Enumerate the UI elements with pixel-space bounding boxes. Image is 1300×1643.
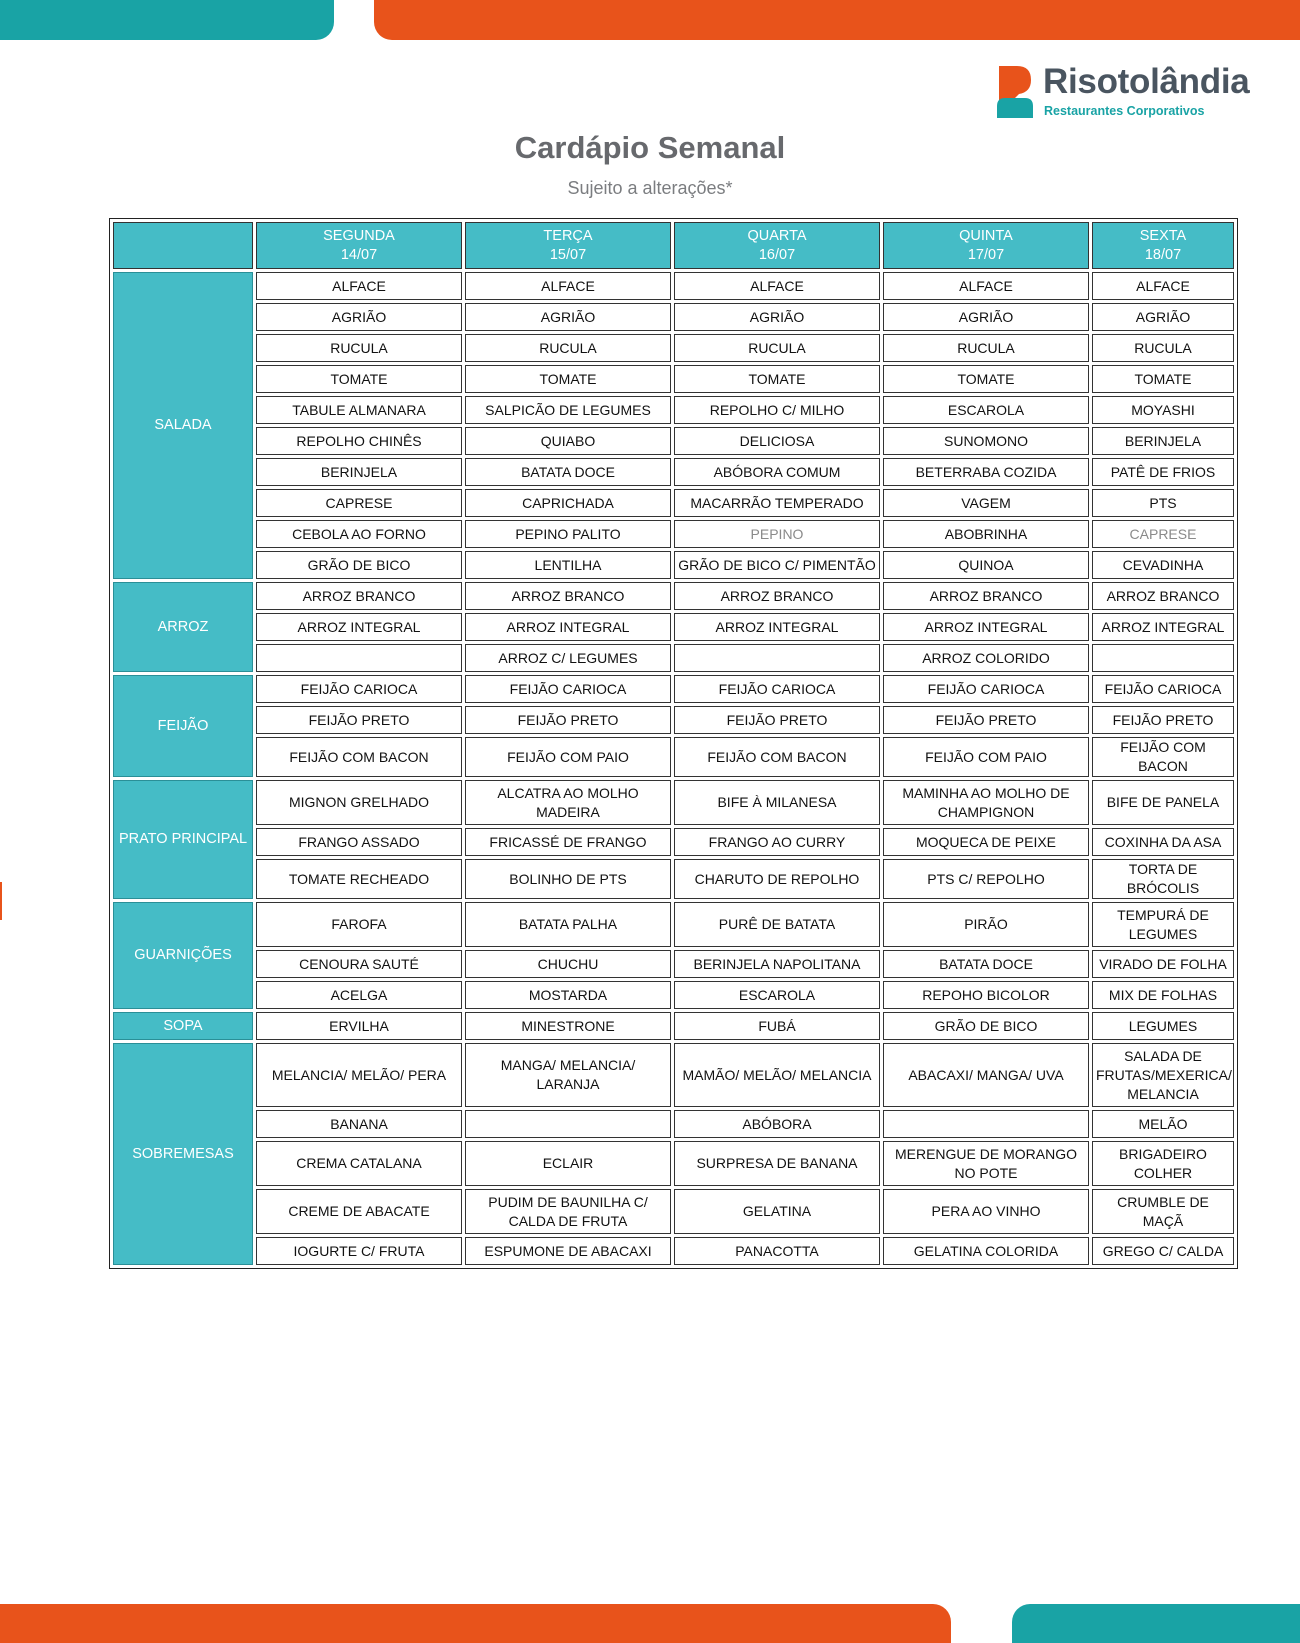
menu-cell: BATATA DOCE: [883, 950, 1089, 978]
menu-cell: AGRIÃO: [465, 303, 671, 331]
menu-cell: ALFACE: [1092, 272, 1234, 300]
menu-cell: MELÃO: [1092, 1110, 1234, 1138]
menu-cell: CEVADINHA: [1092, 551, 1234, 579]
menu-cell: VIRADO DE FOLHA: [1092, 950, 1234, 978]
category-sobremesas: SOBREMESAS: [113, 1043, 253, 1265]
table-row: [113, 859, 1234, 899]
menu-cell: ALFACE: [465, 272, 671, 300]
menu-cell: FEIJÃO COM BACON: [674, 737, 880, 777]
menu-cell: ALFACE: [256, 272, 462, 300]
menu-cell: AGRIÃO: [674, 303, 880, 331]
menu-cell: RUCULA: [465, 334, 671, 362]
menu-cell: ACELGA: [256, 981, 462, 1009]
menu-cell: FEIJÃO COM PAIO: [883, 737, 1089, 777]
table-row: [113, 1189, 1234, 1234]
menu-cell: CENOURA SAUTÉ: [256, 950, 462, 978]
table-row: [113, 1237, 1234, 1265]
menu-cell: FEIJÃO PRETO: [1092, 706, 1234, 734]
menu-cell: BATATA DOCE: [465, 458, 671, 486]
menu-cell: PERA AO VINHO: [883, 1189, 1089, 1234]
menu-cell: PEPINO PALITO: [465, 520, 671, 548]
menu-cell: ARROZ INTEGRAL: [674, 613, 880, 641]
menu-cell: LEGUMES: [1092, 1012, 1234, 1040]
table-row: [113, 272, 1234, 300]
top-teal-bar: [0, 0, 334, 40]
menu-cell: IOGURTE C/ FRUTA: [256, 1237, 462, 1265]
menu-cell: CAPRESE: [256, 489, 462, 517]
menu-cell: ARROZ BRANCO: [883, 582, 1089, 610]
menu-cell: FEIJÃO PRETO: [674, 706, 880, 734]
menu-cell: TOMATE RECHEADO: [256, 859, 462, 899]
menu-cell: MIGNON GRELHADO: [256, 780, 462, 825]
menu-cell: MOSTARDA: [465, 981, 671, 1009]
menu-cell: BERINJELA NAPOLITANA: [674, 950, 880, 978]
menu-cell: VAGEM: [883, 489, 1089, 517]
page-title: Cardápio Semanal: [514, 130, 786, 165]
brand-tagline: Restaurantes Corporativos: [1044, 104, 1205, 118]
menu-cell: CREMA CATALANA: [256, 1141, 462, 1186]
category-salada: SALADA: [113, 272, 253, 579]
menu-cell: MINESTRONE: [465, 1012, 671, 1040]
menu-cell: FEIJÃO COM BACON: [256, 737, 462, 777]
menu-cell: TOMATE: [883, 365, 1089, 393]
menu-cell: ABACAXI/ MANGA/ UVA: [883, 1043, 1089, 1107]
menu-cell: MOYASHI: [1092, 396, 1234, 424]
menu-cell: LENTILHA: [465, 551, 671, 579]
menu-cell: BERINJELA: [256, 458, 462, 486]
menu-cell: PEPINO: [674, 520, 880, 548]
category-sopa: SOPA: [113, 1012, 253, 1040]
menu-cell: TOMATE: [674, 365, 880, 393]
menu-cell: TEMPURÁ DE LEGUMES: [1092, 902, 1234, 947]
menu-cell: MACARRÃO TEMPERADO: [674, 489, 880, 517]
menu-cell: ARROZ BRANCO: [1092, 582, 1234, 610]
menu-cell: AGRIÃO: [883, 303, 1089, 331]
menu-cell: ECLAIR: [465, 1141, 671, 1186]
header-row: [113, 222, 1234, 269]
table-row: [113, 828, 1234, 856]
menu-cell: FEIJÃO CARIOCA: [465, 675, 671, 703]
menu-cell: ERVILHA: [256, 1012, 462, 1040]
menu-cell: ARROZ INTEGRAL: [883, 613, 1089, 641]
category-arroz: ARROZ: [113, 582, 253, 672]
menu-cell: ARROZ INTEGRAL: [465, 613, 671, 641]
table-row: [113, 613, 1234, 641]
table-row: [113, 706, 1234, 734]
menu-cell: MAMÃO/ MELÃO/ MELANCIA: [674, 1043, 880, 1107]
menu-cell: REPOHO BICOLOR: [883, 981, 1089, 1009]
menu-cell: GRÃO DE BICO C/ PIMENTÃO: [674, 551, 880, 579]
table-row: [113, 520, 1234, 548]
day-header: QUARTA 16/07: [674, 222, 880, 269]
menu-cell: CHUCHU: [465, 950, 671, 978]
table-row: [113, 1110, 1234, 1138]
menu-cell: CHARUTO DE REPOLHO: [674, 859, 880, 899]
menu-cell: CAPRICHADA: [465, 489, 671, 517]
menu-cell: FRANGO ASSADO: [256, 828, 462, 856]
bottom-orange-bar: [0, 1604, 951, 1643]
menu-cell: FEIJÃO CARIOCA: [256, 675, 462, 703]
menu-cell: ARROZ C/ LEGUMES: [465, 644, 671, 672]
menu-cell: REPOLHO CHINÊS: [256, 427, 462, 455]
menu-cell: ARROZ INTEGRAL: [1092, 613, 1234, 641]
menu-cell: ARROZ BRANCO: [674, 582, 880, 610]
menu-cell: CAPRESE: [1092, 520, 1234, 548]
menu-cell: BIFE À MILANESA: [674, 780, 880, 825]
menu-cell: SALPICÃO DE LEGUMES: [465, 396, 671, 424]
menu-cell: PUDIM DE BAUNILHA C/ CALDA DE FRUTA: [465, 1189, 671, 1234]
menu-cell: RUCULA: [1092, 334, 1234, 362]
table-row: [113, 458, 1234, 486]
menu-cell: GRÃO DE BICO: [256, 551, 462, 579]
menu-cell: FRICASSÉ DE FRANGO: [465, 828, 671, 856]
menu-cell: PANACOTTA: [674, 1237, 880, 1265]
menu-cell: [1092, 644, 1234, 672]
menu-cell: FEIJÃO CARIOCA: [1092, 675, 1234, 703]
menu-cell: ABÓBORA: [674, 1110, 880, 1138]
menu-cell: FRANGO AO CURRY: [674, 828, 880, 856]
table-row: [113, 334, 1234, 362]
table-row: [113, 1012, 1234, 1040]
menu-cell: TOMATE: [256, 365, 462, 393]
menu-cell: [465, 1110, 671, 1138]
day-header: SEXTA 18/07: [1092, 222, 1234, 269]
table-row: [113, 427, 1234, 455]
menu-cell: CRUMBLE DE MAÇÃ: [1092, 1189, 1234, 1234]
menu-cell: ESCAROLA: [883, 396, 1089, 424]
menu-cell: MERENGUE DE MORANGO NO POTE: [883, 1141, 1089, 1186]
menu-cell: BIFE DE PANELA: [1092, 780, 1234, 825]
menu-cell: QUINOA: [883, 551, 1089, 579]
table-row: [113, 489, 1234, 517]
table-row: [113, 303, 1234, 331]
day-header: QUINTA 17/07: [883, 222, 1089, 269]
menu-cell: CREME DE ABACATE: [256, 1189, 462, 1234]
menu-cell: MANGA/ MELANCIA/ LARANJA: [465, 1043, 671, 1107]
menu-cell: AGRIÃO: [256, 303, 462, 331]
menu-cell: TOMATE: [1092, 365, 1234, 393]
menu-cell: RUCULA: [883, 334, 1089, 362]
menu-cell: TOMATE: [465, 365, 671, 393]
menu-cell: QUIABO: [465, 427, 671, 455]
table-row: [113, 644, 1234, 672]
table-row: [113, 1141, 1234, 1186]
menu-cell: GREGO C/ CALDA: [1092, 1237, 1234, 1265]
page-subtitle: Sujeito a alterações*: [567, 178, 733, 198]
menu-cell: FAROFA: [256, 902, 462, 947]
menu-cell: DELICIOSA: [674, 427, 880, 455]
menu-cell: PATÊ DE FRIOS: [1092, 458, 1234, 486]
menu-cell: PIRÃO: [883, 902, 1089, 947]
table-row: [113, 950, 1234, 978]
menu-cell: COXINHA DA ASA: [1092, 828, 1234, 856]
table-row: [113, 737, 1234, 777]
menu-cell: BATATA PALHA: [465, 902, 671, 947]
category-prato-principal: PRATO PRINCIPAL: [113, 780, 253, 899]
menu-cell: FEIJÃO COM BACON: [1092, 737, 1234, 777]
table-row: [113, 551, 1234, 579]
top-orange-bar: [374, 0, 1300, 40]
day-header: TERÇA 15/07: [465, 222, 671, 269]
menu-cell: FEIJÃO PRETO: [883, 706, 1089, 734]
menu-cell: ALFACE: [883, 272, 1089, 300]
menu-cell: BETERRABA COZIDA: [883, 458, 1089, 486]
menu-cell: MIX DE FOLHAS: [1092, 981, 1234, 1009]
menu-cell: [883, 1110, 1089, 1138]
menu-cell: MOQUECA DE PEIXE: [883, 828, 1089, 856]
menu-cell: FEIJÃO CARIOCA: [674, 675, 880, 703]
menu-cell: FUBÁ: [674, 1012, 880, 1040]
menu-cell: ABÓBORA COMUM: [674, 458, 880, 486]
table-row: [113, 582, 1234, 610]
table-row: [113, 675, 1234, 703]
menu-cell: BRIGADEIRO COLHER: [1092, 1141, 1234, 1186]
table-row: [113, 1043, 1234, 1107]
menu-cell: [256, 644, 462, 672]
menu-cell: MELANCIA/ MELÃO/ PERA: [256, 1043, 462, 1107]
table-row: [113, 981, 1234, 1009]
menu-cell: TABULE ALMANARA: [256, 396, 462, 424]
menu-cell: PTS: [1092, 489, 1234, 517]
menu-cell: BERINJELA: [1092, 427, 1234, 455]
menu-cell: BANANA: [256, 1110, 462, 1138]
side-marker: [0, 882, 2, 920]
table-row: [113, 780, 1234, 825]
menu-cell: ARROZ BRANCO: [465, 582, 671, 610]
menu-cell: FEIJÃO CARIOCA: [883, 675, 1089, 703]
menu-cell: RUCULA: [674, 334, 880, 362]
menu-cell: BOLINHO DE PTS: [465, 859, 671, 899]
header-corner: [113, 222, 253, 269]
menu-cell: GELATINA: [674, 1189, 880, 1234]
menu-cell: ALFACE: [674, 272, 880, 300]
menu-cell: GELATINA COLORIDA: [883, 1237, 1089, 1265]
menu-cell: ARROZ COLORIDO: [883, 644, 1089, 672]
menu-cell: FEIJÃO PRETO: [256, 706, 462, 734]
menu-cell: FEIJÃO PRETO: [465, 706, 671, 734]
category-feijao: FEIJÃO: [113, 675, 253, 777]
category-guarnicoes: GUARNIÇÕES: [113, 902, 253, 1009]
menu-cell: PURÊ DE BATATA: [674, 902, 880, 947]
menu-cell: SALADA DE FRUTAS/MEXERICA/ MELANCIA: [1092, 1043, 1234, 1107]
menu-cell: ALCATRA AO MOLHO MADEIRA: [465, 780, 671, 825]
menu-cell: RUCULA: [256, 334, 462, 362]
weekly-menu-table: [109, 218, 1238, 1269]
menu-cell: SURPRESA DE BANANA: [674, 1141, 880, 1186]
menu-cell: MAMINHA AO MOLHO DE CHAMPIGNON: [883, 780, 1089, 825]
table-row: [113, 396, 1234, 424]
menu-cell: ARROZ INTEGRAL: [256, 613, 462, 641]
menu-cell: REPOLHO C/ MILHO: [674, 396, 880, 424]
menu-cell: ABOBRINHA: [883, 520, 1089, 548]
menu-cell: ESCAROLA: [674, 981, 880, 1009]
brand-name: Risotolândia: [1043, 62, 1250, 101]
menu-cell: ESPUMONE DE ABACAXI: [465, 1237, 671, 1265]
bottom-teal-bar: [1012, 1604, 1300, 1643]
menu-cell: PTS C/ REPOLHO: [883, 859, 1089, 899]
menu-cell: ARROZ BRANCO: [256, 582, 462, 610]
menu-cell: AGRIÃO: [1092, 303, 1234, 331]
table-row: [113, 365, 1234, 393]
menu-cell: SUNOMONO: [883, 427, 1089, 455]
day-header: SEGUNDA 14/07: [256, 222, 462, 269]
menu-cell: [674, 644, 880, 672]
brand-logo: [995, 62, 1265, 120]
menu-cell: CEBOLA AO FORNO: [256, 520, 462, 548]
menu-cell: GRÃO DE BICO: [883, 1012, 1089, 1040]
logo-icon: [995, 66, 1035, 118]
menu-cell: TORTA DE BRÓCOLIS: [1092, 859, 1234, 899]
table-row: [113, 902, 1234, 947]
menu-cell: FEIJÃO COM PAIO: [465, 737, 671, 777]
